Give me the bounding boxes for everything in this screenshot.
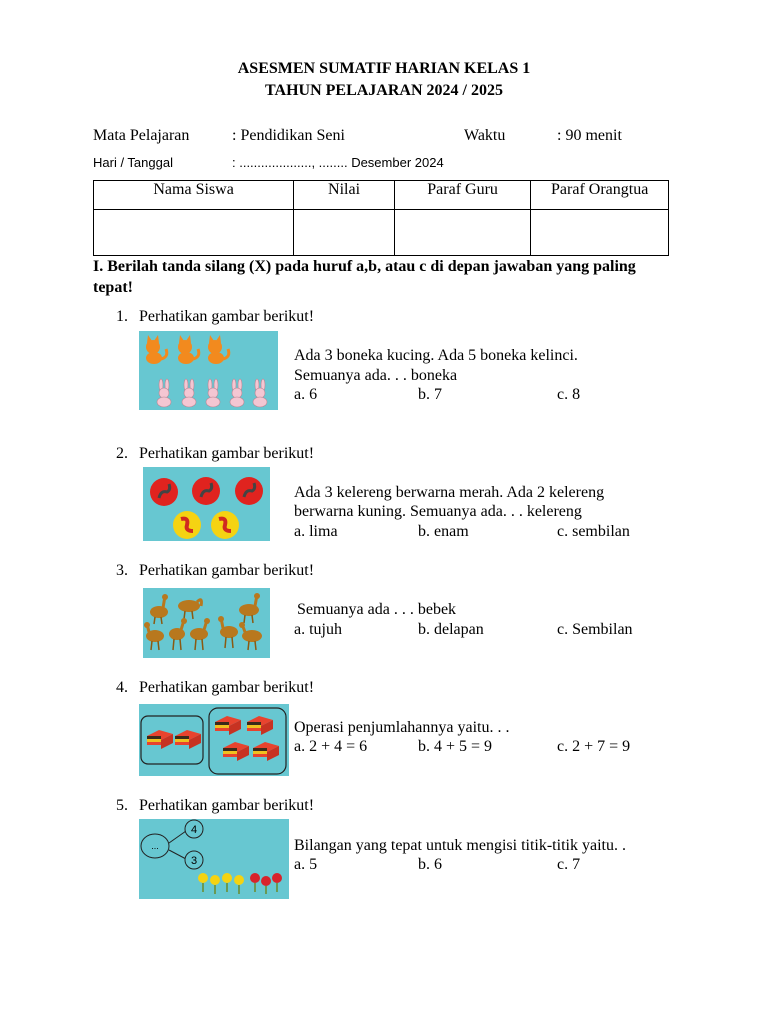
option-b[interactable]: b. 4 + 5 = 9 [418, 738, 493, 755]
option-a[interactable]: a. tujuh [294, 621, 342, 638]
parent-sign-cell[interactable] [531, 210, 669, 256]
question-prompt: Perhatikan gambar berikut! [139, 562, 315, 579]
number-bond-part-top: 4 [190, 824, 198, 836]
score-table-header-row [94, 181, 669, 210]
rabbit-toy-icon [230, 379, 244, 407]
yellow-marble-icon [211, 511, 239, 539]
rabbit-toy-icon [253, 379, 267, 407]
score-cell[interactable] [294, 210, 395, 256]
layer-cake-icon [223, 742, 249, 761]
option-c[interactable]: c. 8 [557, 386, 581, 403]
section-instruction: I. Berilah tanda silang (X) pada huruf a,b, atau c di depan jawaban yang paling tepat! [93, 258, 636, 296]
header-teacher-sign: Paraf Guru [394, 181, 531, 210]
question-prompt: Perhatikan gambar berikut! [139, 797, 315, 814]
rabbit-toy-icon [206, 379, 220, 407]
option-b[interactable]: b. 7 [418, 386, 442, 403]
student-name-cell[interactable] [94, 210, 294, 256]
header-student-name: Nama Siswa [94, 181, 294, 210]
duck-icon [239, 593, 260, 623]
number-bond-blank: ... [151, 841, 159, 851]
school-year-title: TAHUN PELAJARAN 2024 / 2025 [265, 82, 503, 99]
question-text-line: Semuanya ada . . . bebek [297, 601, 457, 618]
date-value: : ...................., ........ Desember 2024 [232, 155, 444, 170]
page-title: ASESMEN SUMATIF HARIAN KELAS 1 [237, 60, 531, 77]
question-prompt: Perhatikan gambar berikut! [139, 308, 315, 325]
header-score: Nilai [294, 181, 395, 210]
option-a[interactable]: a. lima [294, 523, 338, 540]
question-number: 2. [116, 445, 128, 462]
layer-cake-icon [147, 730, 173, 749]
question-text-line: Bilangan yang tepat untuk mengisi titik-titik yaitu. . [294, 837, 626, 854]
cat-toy-icon [146, 335, 167, 364]
option-a[interactable]: a. 2 + 4 = 6 [294, 738, 368, 755]
layer-cake-icon [253, 742, 279, 761]
subject-label: Mata Pelajaran [93, 127, 190, 144]
question-number: 3. [116, 562, 128, 579]
yellow-lollipop-icon [198, 873, 244, 885]
option-b[interactable]: b. 6 [418, 856, 442, 873]
duck-icon [218, 616, 238, 648]
rabbit-toy-icon [182, 379, 196, 407]
duck-icon [169, 618, 187, 650]
marbles-picture [143, 467, 270, 541]
ducks-picture [143, 588, 270, 658]
layer-cake-icon [247, 716, 273, 735]
question-prompt: Perhatikan gambar berikut! [139, 445, 315, 462]
question-text-line: Ada 3 boneka kucing. Ada 5 boneka kelinci. [294, 347, 578, 364]
teacher-sign-cell[interactable] [394, 210, 531, 256]
duck-icon [150, 594, 168, 624]
duck-icon [144, 622, 164, 650]
question-number: 1. [116, 308, 128, 325]
question-number: 5. [116, 797, 128, 814]
question-text-line: Operasi penjumlahannya yaitu. . . [294, 719, 510, 736]
header-parent-sign: Paraf Orangtua [531, 181, 669, 210]
number-bond-part-bottom: 3 [190, 855, 198, 867]
question-text-line: berwarna kuning. Semuanya ada. . . kelereng [294, 503, 582, 520]
duck-icon [190, 618, 210, 650]
option-c[interactable]: c. Sembilan [557, 621, 633, 638]
cakes-picture [139, 704, 289, 776]
red-marble-icon [192, 477, 220, 505]
layer-cake-icon [175, 730, 201, 749]
duck-icon [239, 622, 262, 650]
cats-rabbits-picture [139, 331, 278, 410]
cat-toy-icon [178, 335, 199, 364]
option-b[interactable]: b. delapan [418, 621, 484, 638]
number-bond-picture [139, 819, 289, 899]
subject-value: : Pendidikan Seni [232, 127, 345, 144]
option-b[interactable]: b. enam [418, 523, 469, 540]
question-text-line: Semuanya ada. . . boneka [294, 367, 458, 384]
time-value: : 90 menit [557, 127, 622, 144]
option-a[interactable]: a. 5 [294, 856, 318, 873]
question-text-line: Ada 3 kelereng berwarna merah. Ada 2 kelereng [294, 484, 605, 501]
time-label: Waktu [464, 127, 506, 144]
option-c[interactable]: c. sembilan [557, 523, 630, 540]
option-c[interactable]: c. 2 + 7 = 9 [557, 738, 631, 755]
date-label: Hari / Tanggal [93, 155, 173, 170]
option-a[interactable]: a. 6 [294, 386, 318, 403]
layer-cake-icon [215, 716, 241, 735]
option-c[interactable]: c. 7 [557, 856, 581, 873]
duck-icon [178, 600, 202, 619]
red-marble-icon [150, 478, 178, 506]
question-prompt: Perhatikan gambar berikut! [139, 679, 315, 696]
cat-toy-icon [208, 335, 229, 364]
rabbit-toy-icon [157, 379, 171, 407]
score-table [93, 180, 669, 256]
red-marble-icon [235, 477, 263, 505]
score-table-entry-row [94, 210, 669, 256]
question-number: 4. [116, 679, 128, 696]
yellow-marble-icon [173, 511, 201, 539]
